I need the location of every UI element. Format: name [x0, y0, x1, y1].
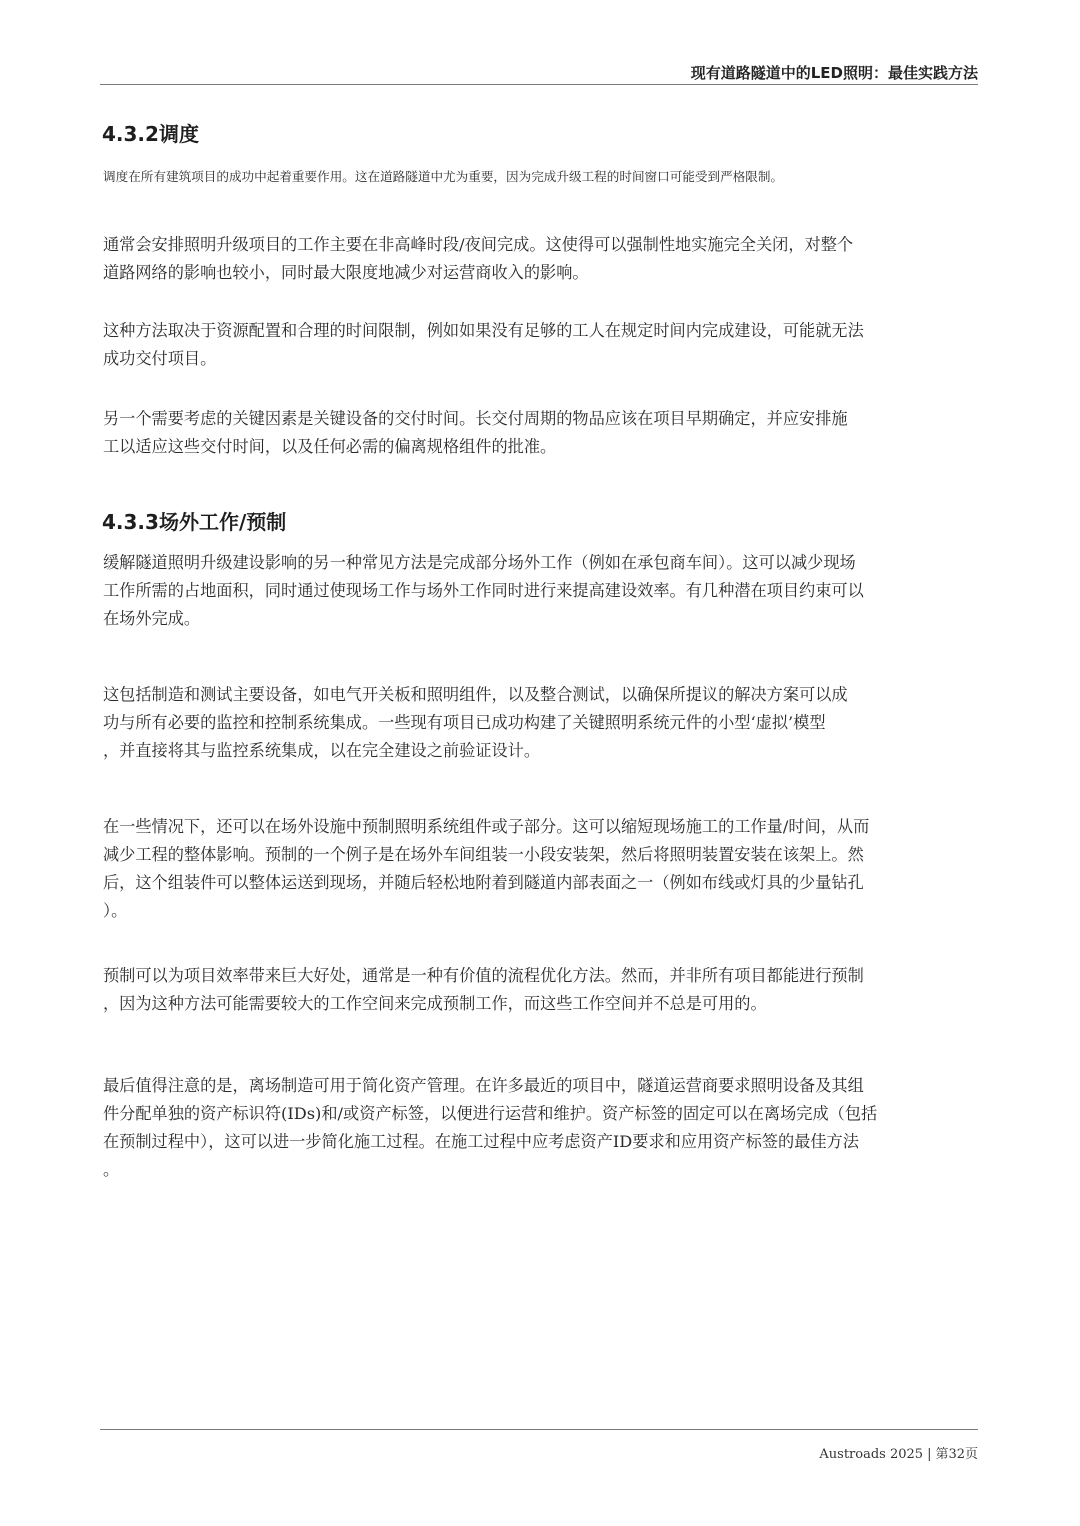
paragraph: 通常会安排照明升级项目的工作主要在非高峰时段/夜间完成。这使得可以强制性地实施完全关闭，对整个 道路网络的影响也较小，同时最大限度地减少对运营商收入的影响。 — [103, 235, 854, 282]
section-heading-offsite-prefabrication: 4.3.3场外工作/预制 — [102, 510, 287, 534]
paragraph: 最后值得注意的是，离场制造可用于简化资产管理。在许多最近的项目中，隧道运营商要求照明设备及其组 件分配单独的资产标识符(IDs)和/或资产标签，以便进行运营和维护。资产标签的固定可以在离场完成（包括 在预制过程中），这可以进一步简化施工过程。在施工过程中应考虑资产ID要求和应用资产标签的最佳方法 。 — [103, 1076, 878, 1179]
page-footer — [100, 1443, 978, 1462]
section-heading-scheduling: 4.3.2调度 — [102, 122, 199, 146]
paragraph: 这包括制造和测试主要设备，如电气开关板和照明组件，以及整合测试，以确保所提议的解决方案可以成 功与所有必要的监控和控制系统集成。一些现有项目已成功构建了关键照明系统元件的小型‘虚拟’模型 ，并直接将其与监控系统集成，以在完全建设之前验证设计。 — [103, 685, 848, 760]
footer-divider — [100, 1429, 978, 1430]
paragraph: 缓解隧道照明升级建设影响的另一种常见方法是完成部分场外工作（例如在承包商车间）。这可以减少现场 工作所需的占地面积，同时通过使现场工作与场外工作同时进行来提高建设效率。有几种潜在项目约束可以 在场外完成。 — [103, 553, 864, 628]
header-divider — [100, 84, 978, 85]
footer-organization: Austroads 2025 — [819, 1447, 924, 1462]
footer-separator: | — [927, 1447, 932, 1462]
page-number: 第32页 — [935, 1447, 978, 1462]
running-header: 现有道路隧道中的LED照明：最佳实践方法 — [690, 64, 978, 82]
paragraph: 在一些情况下，还可以在场外设施中预制照明系统组件或子部分。这可以缩短现场施工的工作量/时间，从而 减少工程的整体影响。预制的一个例子是在场外车间组装一小段安装架，然后将照明装置安装在该架上。然 后，这个组装件可以整体运送到现场，并随后轻松地附着到隧道内部表面之一（例如布线或灯具的少量钻孔 ）。 — [103, 817, 870, 920]
paragraph: 另一个需要考虑的关键因素是关键设备的交付时间。长交付周期的物品应该在项目早期确定，并应安排施 工以适应这些交付时间，以及任何必需的偏离规格组件的批准。 — [103, 409, 848, 456]
paragraph: 这种方法取决于资源配置和合理的时间限制，例如如果没有足够的工人在规定时间内完成建设，可能就无法 成功交付项目。 — [103, 321, 864, 368]
paragraph: 调度在所有建筑项目的成功中起着重要作用。这在道路隧道中尤为重要，因为完成升级工程的时间窗口可能受到严格限制。 — [103, 169, 784, 184]
paragraph: 预制可以为项目效率带来巨大好处，通常是一种有价值的流程优化方法。然而，并非所有项目都能进行预制 ，因为这种方法可能需要较大的工作空间来完成预制工作，而这些工作空间并不总是可用的。 — [103, 966, 864, 1013]
